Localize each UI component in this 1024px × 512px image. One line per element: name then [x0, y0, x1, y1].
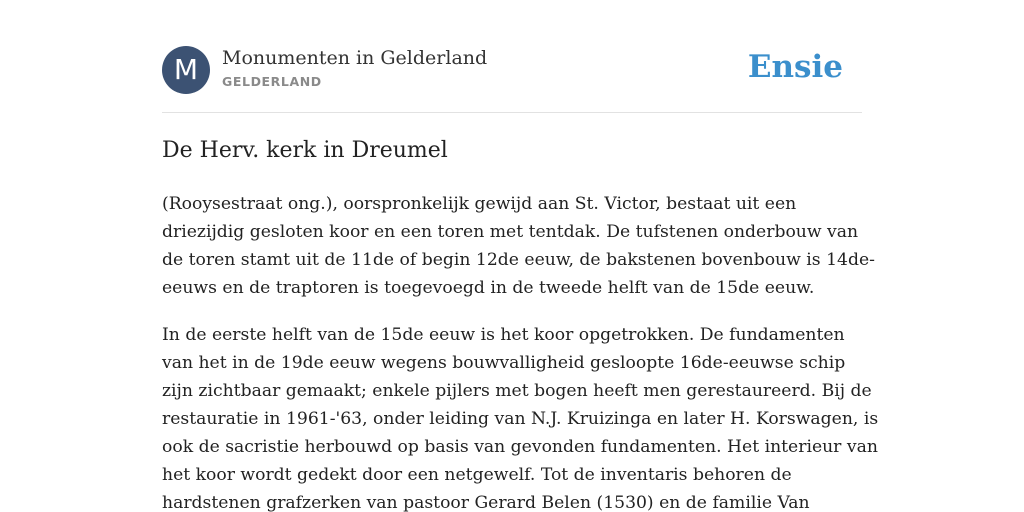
avatar[interactable]: [162, 46, 210, 94]
article-title: De Herv. kerk in Dreumel: [162, 138, 448, 163]
text-line: van het in de 19de eeuw wegens bouwvalligheid gesloopte 16de-eeuwse schip: [162, 353, 846, 373]
text-line: zijn zichtbaar gemaakt; enkele pijlers met bogen heeft men gerestaureerd. Bij de: [162, 381, 872, 401]
brand-logo[interactable]: Ensie: [747, 49, 843, 85]
text-line: het koor wordt gedekt door een netgewelf. Tot de inventaris behoren de: [162, 465, 792, 485]
avatar-letter: M: [173, 53, 199, 86]
header-divider: [162, 112, 862, 113]
text-line: In de eerste helft van de 15de eeuw is het koor opgetrokken. De fundamenten: [162, 325, 845, 345]
text-line: de toren stamt uit de 11de of begin 12de eeuw, de bakstenen bovenbouw is 14de-: [162, 250, 875, 270]
text-line: ook de sacristie herbouwd op basis van gevonden fundamenten. Het interieur van: [162, 437, 878, 457]
source-subtitle: GELDERLAND: [222, 74, 322, 89]
paragraph-1: [162, 190, 875, 302]
article-body: [162, 190, 879, 512]
paragraph-2: [162, 321, 879, 512]
text-line: restauratie in 1961-'63, onder leiding van N.J. Kruizinga en later H. Korswagen, is: [162, 409, 879, 429]
text-line: (Rooysestraat ong.), oorspronkelijk gewijd aan St. Victor, bestaat uit een: [162, 194, 797, 214]
source-title[interactable]: Monumenten in Gelderland: [222, 47, 488, 69]
text-line: eeuws en de traptoren is toegevoegd in de tweede helft van de 15de eeuw.: [162, 278, 815, 298]
source-header: [162, 46, 862, 96]
text-line: driezijdig gesloten koor en een toren met tentdak. De tufstenen onderbouw van: [162, 222, 859, 242]
text-line: hardstenen grafzerken van pastoor Gerard Belen (1530) en de familie Van: [162, 493, 810, 512]
